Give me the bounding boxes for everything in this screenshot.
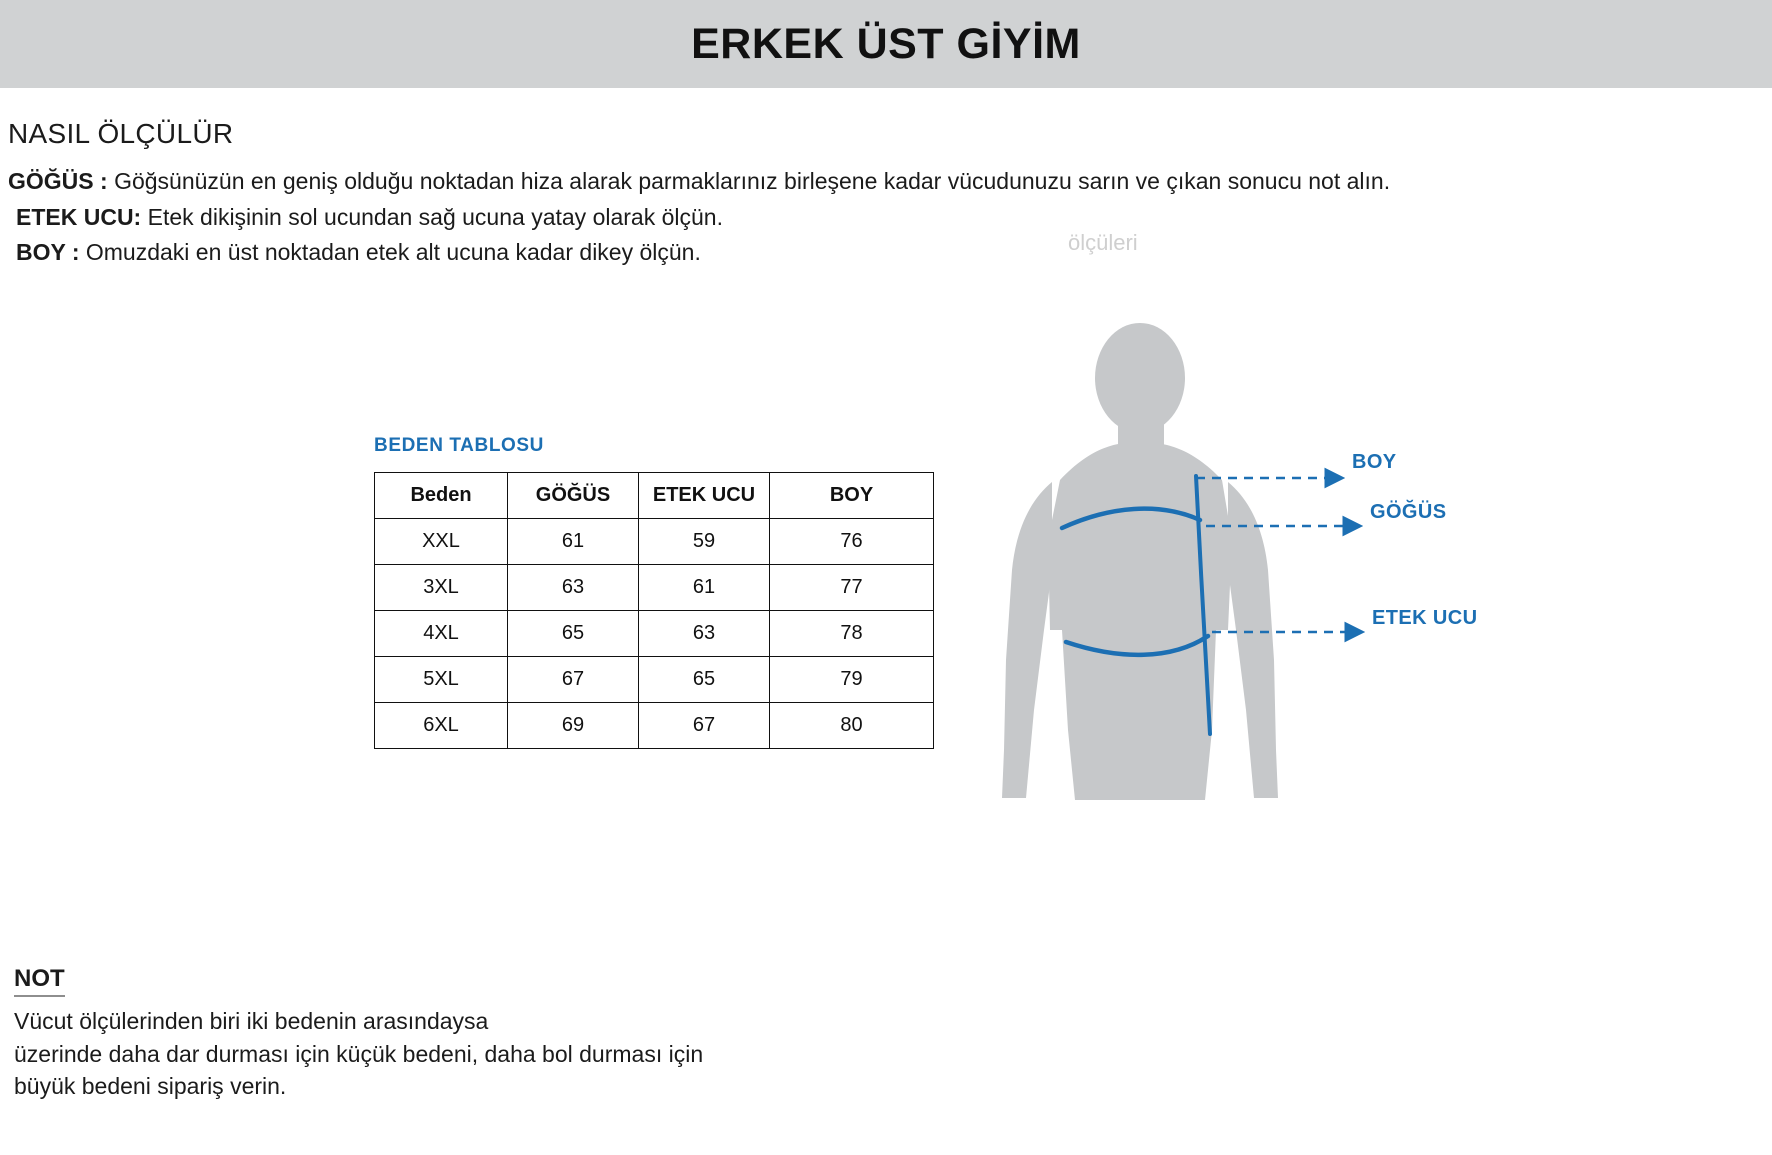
table-cell: 77 xyxy=(770,565,934,611)
measure-label-length: BOY : xyxy=(16,239,80,266)
table-cell: 65 xyxy=(508,611,639,657)
size-table-section xyxy=(374,435,934,749)
table-cell: 59 xyxy=(639,519,770,565)
table-cell: 61 xyxy=(508,519,639,565)
measure-text-chest: Göğsünüzün en geniş olduğu noktadan hiza alarak parmaklarınız birleşene kadar vücudunuzu sarın ve çıkan sonucu not alın. xyxy=(114,168,1391,194)
how-to-measure-heading: NASIL ÖLÇÜLÜR xyxy=(8,118,234,149)
table-cell: 6XL xyxy=(375,703,508,749)
table-header-cell: BOY xyxy=(770,473,934,519)
table-cell: 76 xyxy=(770,519,934,565)
table-header-cell: GÖĞÜS xyxy=(508,473,639,519)
note-line-3: büyük bedeni sipariş verin. xyxy=(14,1073,287,1100)
note-title: NOT xyxy=(14,965,65,997)
table-header-cell: ETEK UCU xyxy=(639,473,770,519)
note-line-1: Vücut ölçülerinden biri iki bedenin arasındaysa xyxy=(14,1008,489,1034)
figure-head-icon xyxy=(1095,323,1185,433)
table-cell: 78 xyxy=(770,611,934,657)
figure-label-gogus: GÖĞÜS xyxy=(1370,501,1447,523)
table-cell: 65 xyxy=(639,657,770,703)
figure-left-arm-icon xyxy=(1002,482,1052,798)
header-banner xyxy=(0,0,1772,88)
page-title: ERKEK ÜST GİYİM xyxy=(691,19,1081,68)
table-header-row xyxy=(375,473,934,519)
figure-right-arm-icon xyxy=(1228,482,1278,798)
measure-row-hem xyxy=(16,200,1768,236)
figure-label-etek: ETEK UCU xyxy=(1372,607,1478,629)
table-cell: 79 xyxy=(770,657,934,703)
measure-text-length: Omuzdaki en üst noktadan etek alt ucuna kadar dikey ölçün. xyxy=(85,239,701,266)
table-cell: XXL xyxy=(375,519,508,565)
measure-label-hem: ETEK UCU: xyxy=(16,203,142,230)
table-cell: 80 xyxy=(770,703,934,749)
how-to-measure-section xyxy=(8,118,1768,271)
measure-text-hem: Etek dikişinin sol ucundan sağ ucuna yatay olarak ölçün. xyxy=(147,203,723,230)
note-section xyxy=(14,965,994,1103)
table-row xyxy=(375,703,934,749)
table-cell: 67 xyxy=(639,703,770,749)
figure-label-boy: BOY xyxy=(1352,451,1397,473)
table-cell: 63 xyxy=(639,611,770,657)
note-line-2: üzerinde daha dar durması için küçük bedeni, daha bol durması için xyxy=(14,1040,704,1067)
table-cell: 4XL xyxy=(375,611,508,657)
table-cell: 3XL xyxy=(375,565,508,611)
size-table xyxy=(374,472,934,749)
measure-label-chest: GÖĞÜS : xyxy=(8,168,108,194)
table-row xyxy=(375,611,934,657)
size-table-caption: BEDEN TABLOSU xyxy=(374,435,545,456)
table-cell: 5XL xyxy=(375,657,508,703)
measure-row-length xyxy=(16,235,1768,271)
table-cell: 69 xyxy=(508,703,639,749)
table-cell: 67 xyxy=(508,657,639,703)
table-header-cell: Beden xyxy=(375,473,508,519)
table-cell: 61 xyxy=(639,565,770,611)
table-row xyxy=(375,565,934,611)
measurement-diagram xyxy=(1000,330,1560,890)
table-row xyxy=(375,519,934,565)
measure-row-chest xyxy=(8,164,1768,200)
faded-text-artifact: ölçüleri xyxy=(1068,230,1138,255)
table-row xyxy=(375,657,934,703)
table-cell: 63 xyxy=(508,565,639,611)
